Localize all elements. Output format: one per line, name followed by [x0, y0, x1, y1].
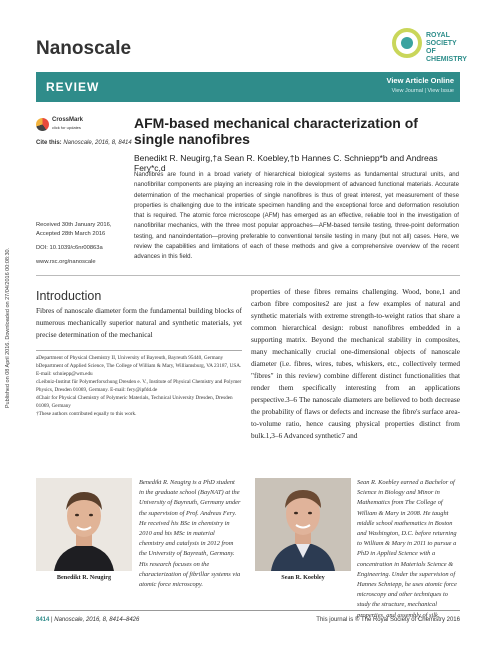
equal-contribution-note: †These authors contributed equally to this work. — [36, 411, 137, 417]
footer-journal-citation: Nanoscale, 2016, 8, 8414–8426 — [54, 617, 140, 623]
rsc-circle-icon — [392, 28, 422, 58]
intro-paragraph-continued: properties of these fibres remains challenging. Wood, bone,1 and carbon fibre composites2 are just a few examples of natural and synthetic materials with extreme strength-to-weight ratios that share a common hierarchical design: robust nanofibres embedded in a supporting matrix. Beyond the mechanical stability in composites, many mechanically crucial one-dimensional objects of nanoscale diameter (i.e. fibres, wires, tubes, whiskers, etc., collectively termed "fibres" in this review) combine different distinct functionalities that render them specifically interesting from an applications perspective.3–6 The nanoscale diameters are believed to both decrease the probability of flaws or defects and increase the fibre's surface area-to-volume ratio, hence causing physical properties distinct from bulk.1,3–6 Advanced synthetic7 and — [251, 287, 460, 440]
author-list: Benedikt R. Neugirg,†a Sean R. Koebley,†b Hannes C. Schniepp*b and Andreas Fery*c,d — [134, 153, 438, 173]
portrait-neugirg-icon — [36, 478, 132, 571]
doi[interactable]: DOI: 10.1039/c6nr00863a — [36, 245, 103, 251]
publication-side-note-text: Published on 08 April 2016. Downloaded on 27/04/2016 00:08:30. — [5, 247, 11, 409]
footer-citation: 8414 | Nanoscale, 2016, 8, 8414–8426 — [36, 617, 140, 623]
rsc-logo[interactable] — [392, 26, 467, 68]
affiliation-a: aDepartment of Physical Chemistry II, University of Bayreuth, Bayreuth 95440, Germany — [36, 355, 224, 361]
cite-reference: Nanoscale, 2016, 8, 8414 — [63, 140, 132, 146]
article-meta — [36, 221, 128, 267]
cite-label: Cite this: — [36, 140, 62, 146]
intro-paragraph: Fibres of nanoscale diameter form the fundamental building blocks of numerous mechanically superior natural and synthetic materials, yet precise determination of the mechanical — [36, 306, 242, 339]
received-date: Received 30th January 2016, — [36, 222, 112, 228]
view-article-online-link[interactable]: View Article Online — [386, 76, 454, 85]
section-label: REVIEW — [46, 80, 100, 94]
rsc-logo-text: ROYAL SOCIETY OF CHEMISTRY — [426, 32, 467, 63]
affiliation-divider — [36, 350, 242, 351]
bio-neugirg: Benedikt R. Neugirg is a PhD student in the graduate school (BayNAT) at the University of Bayreuth, Germany under the supervision of Prof. Andreas Fery. He received his BSc in chemistry in 2010 and his MSc in material chemistry and catalysis in 2012 from the University of Bayreuth, Germany. His research focuses on the characterization of fibrillar systems via atomic force microscopy. — [139, 479, 241, 589]
affiliation-b: bDepartment of Applied Science, The College of William & Mary, Williamsburg, VA 23187, USA. E-mail: schniepp@wm.edu — [36, 363, 242, 377]
view-journal-issue-links[interactable]: View Journal | View Issue — [391, 88, 454, 94]
page-number: 8414 — [36, 617, 50, 623]
journal-url[interactable]: www.rsc.org/nanoscale — [36, 259, 96, 265]
journal-title: Nanoscale — [36, 38, 132, 59]
photo-caption-neugirg: Benedikt R. Neugirg — [56, 574, 112, 581]
article-title: AFM-based mechanical characterization of single nanofibres — [134, 115, 418, 147]
crossmark-label: CrossMark click for updates — [52, 117, 84, 130]
footer-copyright: This journal is © The Royal Society of Chemistry 2016 — [316, 617, 460, 623]
bio-koebley: Sean R. Koebley earned a Bachelor of Science in Biology and Minor in Mathematics from The College of William & Mary in 2008. He taught middle school mathematics in Boston and Washington, D.C. before returning to William & Mary in 2011 to pursue a PhD in Applied Science with a concentration in Materials Science & Engineering. Under the supervision of Hannes Schniepp, he uses atomic force microscopy and other techniques to study the structure, mechanical properties, and assembly of silk. — [357, 479, 457, 619]
citation-line — [36, 140, 132, 146]
author-photo-koebley — [255, 478, 351, 571]
author-photo-neugirg — [36, 478, 132, 571]
crossmark-badge[interactable] — [36, 117, 84, 133]
portrait-koebley-icon — [255, 478, 351, 571]
accepted-date: Accepted 28th March 2016 — [36, 231, 106, 237]
abstract: Nanofibres are found in a broad variety of hierarchical biological systems as fundamental structural units, and nanofibrillar components are playing an increasing role in the development of advanced functional materials. Accurate determination of the mechanical properties of single nanofibres is thus of great interest, yet measurement of these properties is challenging due to the intricate specimen handling and the exceptional force and deformation resolution that is required. The atomic force microscope (AFM) has emerged as an effective, reliable tool in the investigation of nanofibrillar mechanics, with the three most popular approaches—AFM-based tensile testing, three-point deformation testing, and nanoindentation—proving preferable to conventional tensile testing in many (but not all) cases. Here, we review the capabilities and limitations of each of these methods and give a comprehensive overview of the recent advances in this field. — [134, 171, 459, 261]
crossmark-icon — [36, 118, 49, 131]
footer-divider — [36, 610, 460, 611]
affiliation-c: cLeibniz-Institut für Polymerforschung Dresden e. V., Institute of Physical Chemistry and Polymer Physics, Dresden 01069, Germany. E-mail: fery@ipfdd.de — [36, 379, 242, 393]
intro-heading: Introduction — [36, 289, 102, 303]
affiliation-d: dChair for Physical Chemistry of Polymeric Materials, Technical University Dresden, Dresden 01069, Germany — [36, 395, 233, 409]
publication-side-note — [3, 200, 13, 460]
affiliations — [36, 350, 242, 418]
photo-caption-koebley: Sean R. Koebley — [281, 574, 325, 581]
divider — [36, 275, 460, 276]
